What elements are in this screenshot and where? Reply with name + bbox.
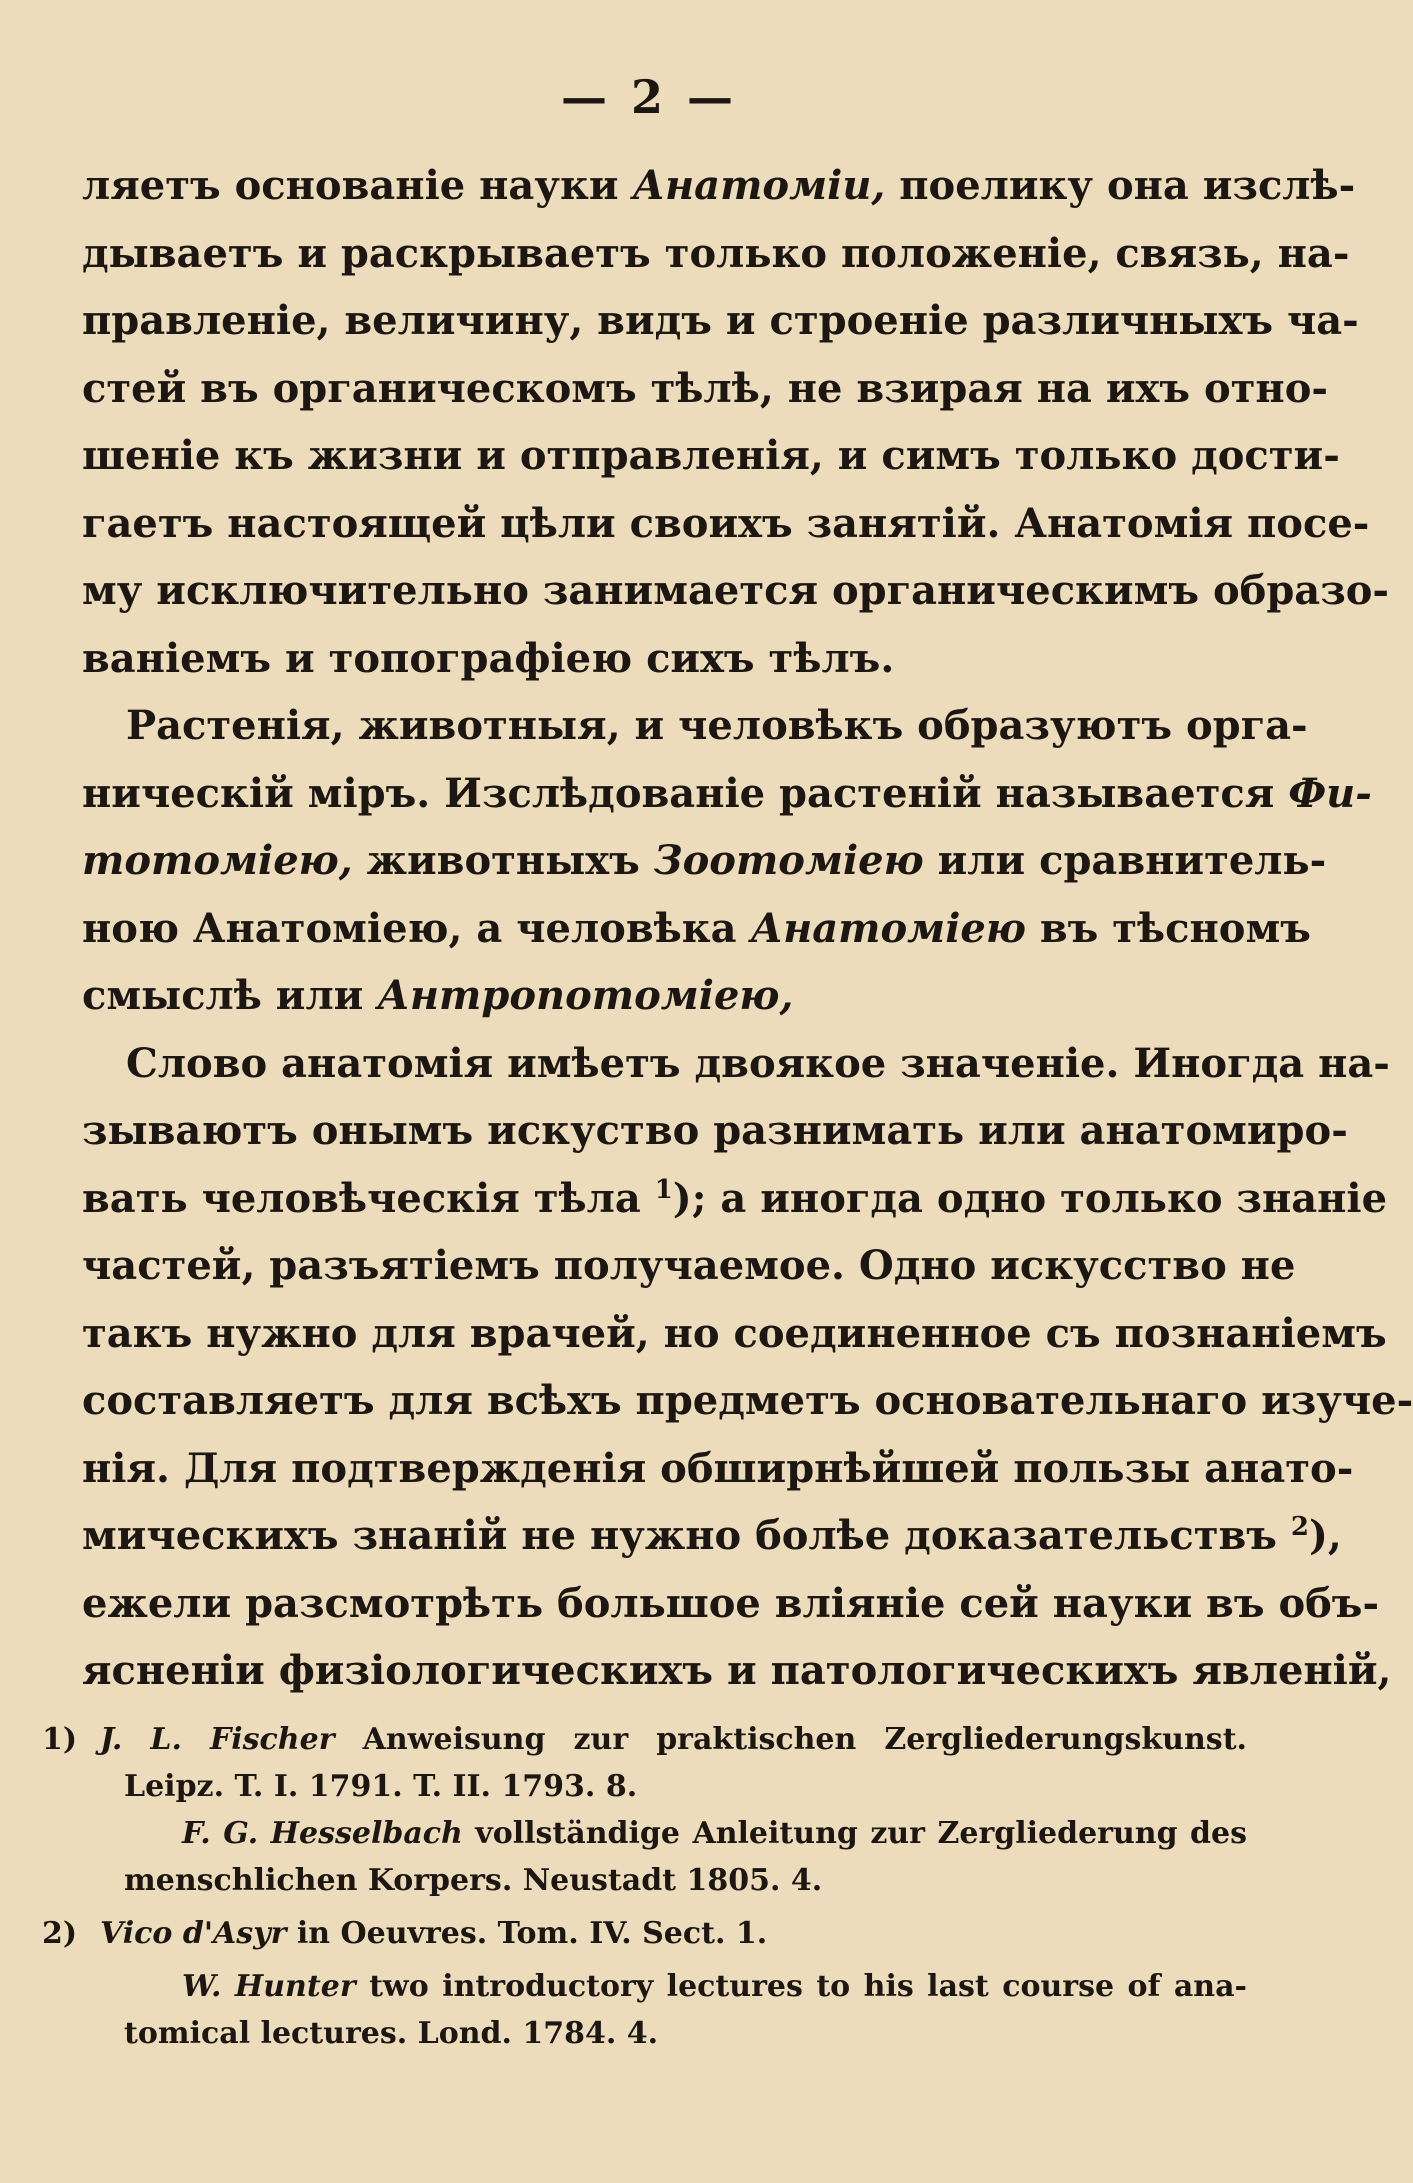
text-run: vollständige Anleitung zur Zergliederung des [462, 1816, 1247, 1851]
text-run: вать человѣческія тѣла [82, 1174, 655, 1222]
text-run: ваніемъ и топографіею сихъ тѣлъ. [82, 634, 895, 682]
text-line [82, 1232, 1296, 1300]
text-run: ежели разсмотрѣть большое вліяніе сей науки въ объ- [82, 1579, 1380, 1627]
italic-term: Зоотоміею [653, 837, 924, 884]
footnote-line [42, 1810, 1247, 1857]
footnote-ref[interactable]: 1 [654, 1174, 673, 1205]
text-run: in Oeuvres. Tom. IV. Sect. 1. [286, 1916, 768, 1951]
footnote-line [42, 1716, 1247, 1763]
text-run: Растенія, животныя, и человѣкъ образуютъ орга- [126, 702, 1308, 749]
text-run: мическихъ знаній не нужно болѣе доказательствъ [82, 1512, 1291, 1559]
text-run: поелику она изслѣ- [885, 162, 1356, 209]
text-run: ); а иногда одно только знаніе [672, 1174, 1388, 1222]
text-run: two introductory lectures to his last course of ana- [355, 1969, 1248, 2004]
text-run: въ тѣсномъ [1025, 904, 1311, 952]
footnote-line [42, 1763, 1247, 1810]
text-line [82, 962, 1247, 1030]
text-line [82, 895, 1311, 963]
italic-term: Vico d'Asyr [100, 1916, 287, 1951]
text-line [82, 692, 1308, 760]
italic-term: тотоміею, [82, 837, 353, 884]
text-run: или сравнитель- [923, 837, 1327, 884]
text-line [82, 625, 1247, 693]
text-line [82, 1165, 1388, 1233]
text-run: шеніе къ жизни и отправленія, и симъ только дости- [82, 432, 1340, 479]
text-run: ), [1308, 1512, 1342, 1559]
text-run: частей, разъятіемъ получаемое. Одно искусство не [82, 1242, 1296, 1289]
paragraph [82, 152, 1390, 692]
text-line [82, 1637, 1392, 1705]
italic-term: J. L. Fischer [100, 1722, 335, 1757]
text-line [82, 1300, 1387, 1368]
footnotes [42, 1716, 1247, 2057]
text-line [82, 1570, 1380, 1638]
italic-term: Антропотоміею, [377, 972, 794, 1019]
text-line [82, 355, 1328, 423]
footnote-line [42, 1910, 1247, 1957]
text-run: составляетъ для всѣхъ предметъ основательнаго изуче- [82, 1377, 1413, 1424]
text-line [82, 827, 1327, 895]
paragraph [82, 1030, 1413, 1705]
text-run: дываетъ и раскрываетъ только положеніе, связь, на- [82, 229, 1350, 277]
italic-term: W. Hunter [182, 1969, 356, 2004]
text-line [82, 760, 1372, 828]
main-text [82, 152, 1413, 1705]
italic-term: Анатоміею [750, 904, 1026, 952]
text-run: стей въ органическомъ тѣлѣ, не взирая на ихъ отно- [82, 364, 1328, 412]
text-run: гаетъ настоящей цѣли своихъ занятій. Анатомія посе- [82, 499, 1370, 547]
text-run: Anweisung zur praktischen Zergliederungskunst. [334, 1722, 1247, 1757]
text-run: животныхъ [352, 837, 654, 884]
footnote-line [42, 1857, 1247, 1904]
footnote-line [42, 1963, 1247, 2010]
footnote-line [42, 2010, 1247, 2057]
italic-term: Анатоміи, [632, 162, 886, 209]
text-run: такъ нужно для врачей, но соединенное съ познаніемъ [82, 1309, 1387, 1357]
page-number: — 2 — [560, 70, 738, 124]
text-run: нія. Для подтвержденія обширнѣйшей пользы анато- [82, 1444, 1354, 1492]
paragraph [82, 692, 1372, 1030]
text-line [82, 557, 1390, 625]
text-line [82, 1030, 1390, 1098]
text-run: правленіе, величину, видъ и строеніе различныхъ ча- [82, 297, 1359, 344]
text-run: ною Анатоміею, а человѣка [82, 904, 751, 952]
text-run: Слово анатомія имѣетъ двоякое значеніе. Иногда на- [126, 1039, 1390, 1087]
text-line [82, 422, 1340, 490]
text-line [82, 1367, 1413, 1435]
text-line [82, 287, 1359, 355]
text-run: ническій міръ. Изслѣдованіе растеній называется [82, 769, 1289, 817]
text-line [82, 1097, 1348, 1165]
text-line [82, 490, 1370, 558]
text-line [82, 1435, 1354, 1503]
text-run: зываютъ онымъ искуство разнимать или анатомиро- [82, 1107, 1348, 1154]
text-run: ясненіи физіологическихъ и патологическихъ явленій, [82, 1647, 1392, 1694]
text-run: смыслѣ или [82, 972, 378, 1019]
text-run: tomical lectures. Lond. 1784. 4. [124, 2016, 659, 2051]
footnote-number: 2) [42, 1916, 78, 1951]
footnote-ref[interactable]: 2 [1290, 1512, 1309, 1542]
text-line [82, 1502, 1342, 1570]
footnote-number: 1) [42, 1722, 78, 1757]
italic-term: F. G. Hesselbach [182, 1816, 463, 1851]
italic-term: Фи- [1288, 769, 1372, 817]
text-run: му исключительно занимается органическимъ образо- [82, 567, 1390, 614]
text-line [82, 152, 1356, 220]
text-run: Leipz. T. I. 1791. T. II. 1793. 8. [124, 1769, 638, 1804]
text-run: menschlichen Korpers. Neustadt 1805. 4. [124, 1863, 823, 1898]
text-run: ляетъ основаніе науки [82, 162, 633, 209]
text-line [82, 220, 1350, 288]
